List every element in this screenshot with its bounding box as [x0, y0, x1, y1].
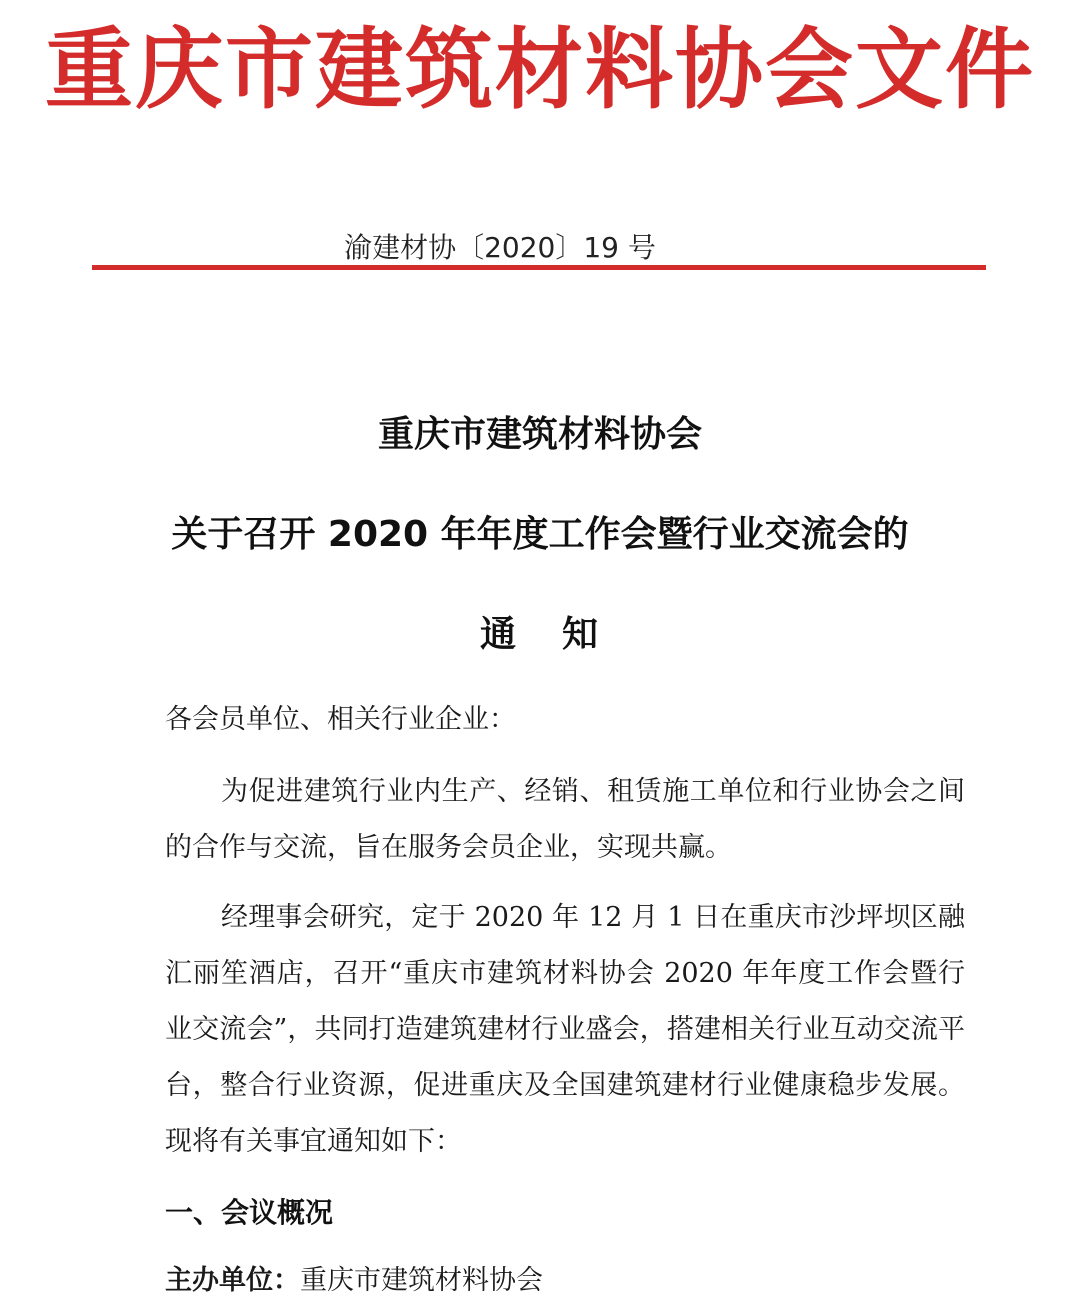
notice-title-line-1: 重庆市建筑材料协会: [377, 414, 702, 455]
host-value: 重庆市建筑材料协会: [300, 1265, 543, 1296]
body-paragraph-1: 为促进建筑行业内生产、经销、租赁施工单位和行业协会之间的合作与交流，旨在服务会员企业，实现共赢。: [165, 776, 965, 863]
body-paragraph-2: 经理事会研究，定于 2020 年 12 月 1 日在重庆市沙坪坝区融汇丽笙酒店，召开“重庆市建筑材料协会 2020 年年度工作会暨行业交流会”，共同打造建筑建材行业盛会，搭建相关行业互动交流平台，整合行业资源，促进重庆及全国建筑建材行业健康稳步发展。现将有关事宜通知如下：: [165, 902, 965, 1157]
host-organization-line: [165, 1256, 543, 1306]
notice-title-char-1: 通: [479, 614, 518, 655]
notice-title-char-2: 知: [562, 614, 601, 655]
document-masthead: 重庆市建筑材料协会文件: [44, 17, 1035, 121]
red-divider: [92, 265, 986, 270]
section-heading-overview: 一、会议概况: [165, 1196, 334, 1229]
host-label: 主办单位：: [165, 1265, 300, 1296]
notice-title-line-3: [0, 610, 1080, 660]
document-number: 渝建材协〔2020〕19 号: [344, 231, 656, 264]
salutation: 各会员单位、相关行业企业：: [165, 704, 516, 735]
notice-title-line-2: 关于召开 2020 年年度工作会暨行业交流会的: [171, 514, 909, 555]
